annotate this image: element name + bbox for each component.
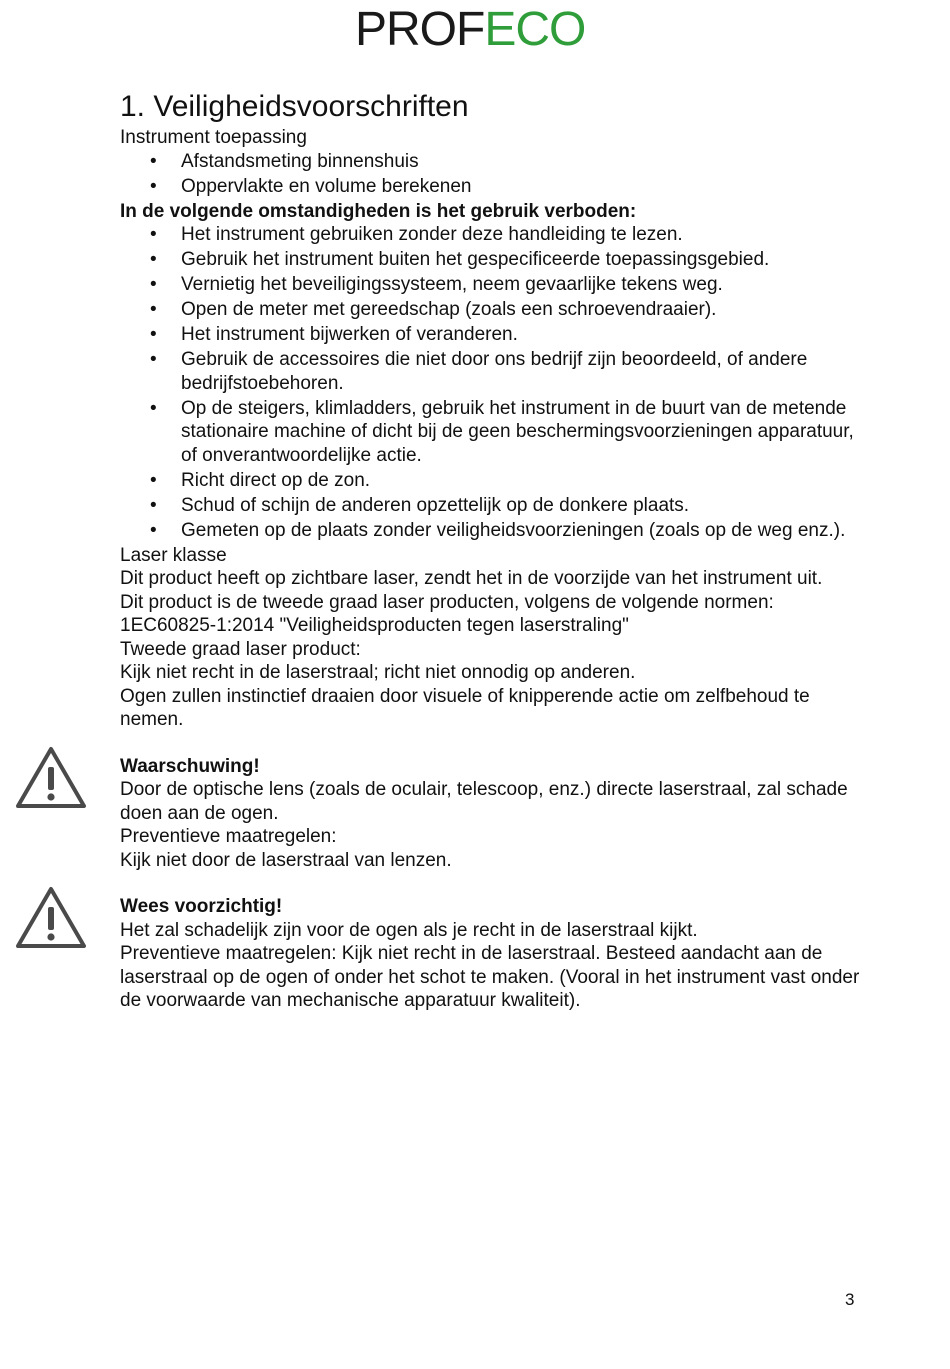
- spacer: [120, 872, 860, 895]
- caution-title: Wees voorzichtig!: [120, 896, 283, 917]
- spacer: [120, 732, 860, 755]
- logo-text-prof: PROF: [355, 3, 485, 56]
- profeco-logo: [355, 2, 585, 58]
- warning-text-line: Kijk niet door de laserstraal van lenzen.: [120, 849, 452, 871]
- application-heading: Instrument toepassing: [120, 127, 307, 148]
- laser-text-line: 1EC60825-1:2014 "Veiligheidsproducten tegen laserstraling": [120, 615, 629, 636]
- list-item: • Richt direct op de zon.: [120, 469, 860, 493]
- laser-text-line: Ogen zullen instinctief draaien door visuele of knipperende actie om zelfbehoud te nemen.: [120, 685, 810, 730]
- warning-text-line: Door de optische lens (zoals de oculair, telescoop, enz.) directe laserstraal, zal schade doen aan de ogen.: [120, 779, 848, 824]
- list-item: • Gebruik de accessoires die niet door ons bedrijf zijn beoordeeld, of andere bedrijfstoebehoren.: [120, 348, 860, 395]
- application-list: [120, 150, 860, 199]
- warning-text-line: Preventieve maatregelen:: [120, 826, 337, 847]
- list-item: • Schud of schijn de anderen opzettelijk op de donkere plaats.: [120, 494, 860, 518]
- caution-block: [120, 895, 860, 1013]
- list-item: • Afstandsmeting binnenshuis: [120, 150, 860, 174]
- list-item: • Op de steigers, klimladders, gebruik het instrument in de buurt van de metende stationaire machine of dicht bij de geen beschermingsvoorzieningen apparatuur, of onverantwoordelijke actie.: [120, 397, 860, 468]
- warning-block: [120, 755, 860, 873]
- laser-text-line: Tweede graad laser product:: [120, 638, 361, 660]
- page-number: 3: [845, 1290, 855, 1309]
- forbidden-list: [120, 223, 860, 542]
- warning-title: Waarschuwing!: [120, 755, 260, 777]
- laser-class-heading: Laser klasse: [120, 544, 227, 566]
- warning-triangle-icon: [14, 885, 88, 951]
- list-item: • Open de meter met gereedschap (zoals een schroevendraaier).: [120, 298, 860, 322]
- section-title: 1. Veiligheidsvoorschriften: [120, 90, 469, 123]
- list-item: • Gemeten op de plaats zonder veiligheidsvoorzieningen (zoals op de weg enz.).: [120, 519, 860, 543]
- list-item: • Het instrument bijwerken of veranderen.: [120, 323, 860, 347]
- warning-triangle-icon: [14, 745, 88, 811]
- caution-text-line: Het zal schadelijk zijn voor de ogen als je recht in de laserstraal kijkt.: [120, 919, 698, 941]
- list-item: • Gebruik het instrument buiten het gespecificeerde toepassingsgebied.: [120, 248, 860, 272]
- laser-text-line: Kijk niet recht in de laserstraal; richt niet onnodig op anderen.: [120, 662, 636, 683]
- forbidden-heading: In de volgende omstandigheden is het gebruik verboden:: [120, 200, 637, 222]
- laser-text-line: Dit product heeft op zichtbare laser, zendt het in de voorzijde van het instrument uit.: [120, 568, 823, 589]
- caution-text-line: Preventieve maatregelen: Kijk niet recht in de laserstraal. Besteed aandacht aan de laserstraal op de ogen of onder het schot te maken. (Vooral in het instrument vast onder de voorwaarde van mechanische apparatuur kwaliteit).: [120, 943, 860, 1011]
- list-item: • Het instrument gebruiken zonder deze handleiding te lezen.: [120, 223, 860, 247]
- logo-text-eco: ECO: [484, 3, 586, 56]
- list-item: • Oppervlakte en volume berekenen: [120, 175, 860, 199]
- laser-text-line: Dit product is de tweede graad laser producten, volgens de volgende normen:: [120, 591, 774, 613]
- list-item: • Vernietig het beveiligingssysteem, neem gevaarlijke tekens weg.: [120, 273, 860, 297]
- safety-section: [120, 88, 860, 1013]
